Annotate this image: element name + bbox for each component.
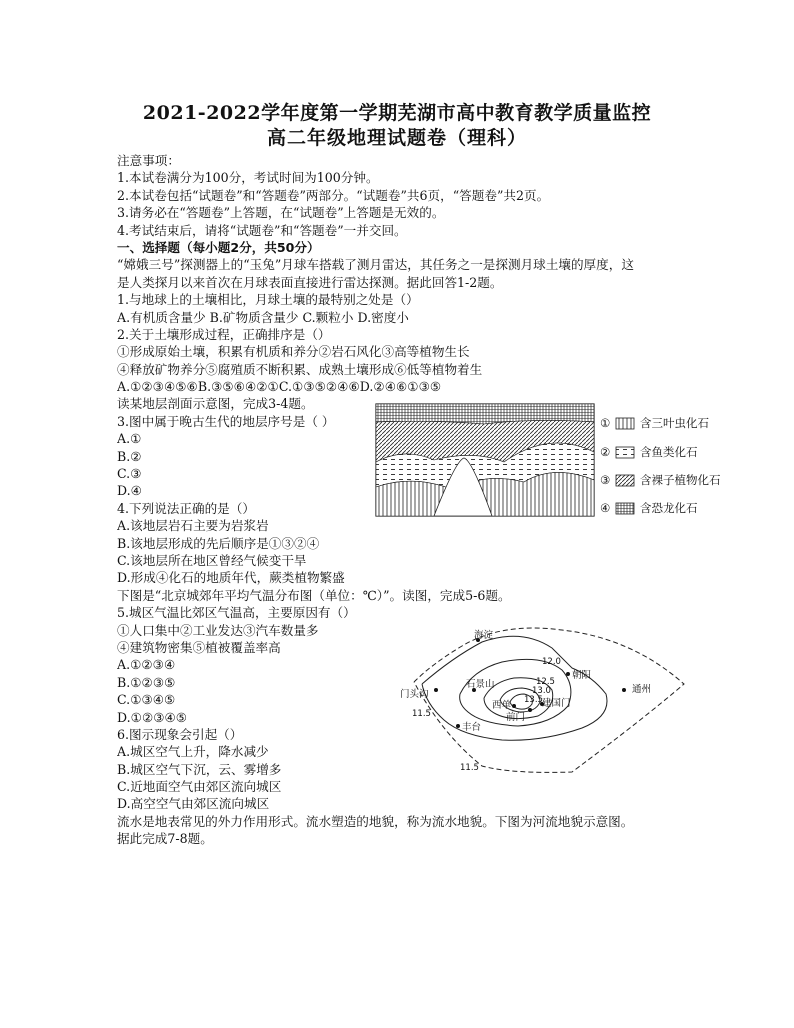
text-line: 2.关于土壤形成过程，正确排序是（） (117, 326, 331, 342)
strata-section-figure (374, 402, 720, 520)
text-line: 3.请务必在“答题卷”上答题，在“试题卷”上答题是无效的。 (117, 205, 445, 221)
text-line: A.该地层岩石主要为岩浆岩 (117, 518, 269, 534)
text-line: 5.城区气温比郊区气温高，主要原因有（） (117, 605, 356, 621)
label-mentougou: 门头沟 (400, 689, 429, 700)
city-dots (434, 638, 626, 728)
text-line: C.③ (117, 466, 142, 482)
label-shijingshan: 石景山 (466, 679, 495, 690)
text-line: 1.本试卷满分为100分，考试时间为100分钟。 (117, 170, 379, 186)
text-line: D.①②③④⑤ (117, 709, 188, 725)
label-12-5: 12.5 (536, 677, 555, 687)
text-line: 下图是“北京城郊年平均气温分布图（单位：℃）”。读图，完成5-6题。 (117, 587, 511, 603)
exam-title-line1: 2021-2022学年度第一学期芜湖市高中教育教学质量监控 (142, 102, 652, 124)
label-13-5: 13.5 (524, 695, 543, 705)
text-line: A.① (117, 431, 142, 447)
label-11-5b: 11.5 (460, 763, 479, 773)
text-line: A.城区空气上升，降水减少 (117, 744, 269, 760)
legend-num-4: ④ (600, 501, 611, 515)
text-line: 4.考试结束后，请将“试题卷”和“答题卷”一并交回。 (117, 222, 407, 238)
label-xidan: 西单 (492, 700, 512, 711)
text-line: ①人口集中②工业发达③汽车数量多 (117, 622, 319, 638)
text-line: “嫦娥三号”探测器上的“玉兔”月球车搭载了测月雷达，其任务之一是探测月球土壤的厚度，这 (117, 257, 634, 273)
label-chaoyang: 朝阳 (572, 670, 592, 681)
legend-text-2: 含鱼类化石 (640, 445, 698, 459)
text-line: B.①②③⑤ (117, 674, 176, 690)
label-qianmen: 前门 (506, 712, 526, 723)
text-line: B.② (117, 448, 142, 464)
text-line: A.有机质含量少 B.矿物质含量少 C.颗粒小 D.密度小 (117, 309, 409, 325)
text-line: 据此完成7-8题。 (117, 831, 213, 847)
label-tongzhou: 通州 (632, 684, 652, 695)
legend-text-3: 含裸子植物化石 (640, 473, 720, 487)
label-11-5a: 11.5 (412, 709, 431, 719)
label-12-0: 12.0 (542, 657, 561, 667)
text-line: C.该地层所在地区曾经气候变干旱 (117, 552, 307, 568)
beijing-temperature-map (392, 624, 692, 774)
text-line: ①形成原始土壤，积累有机质和养分②岩石风化③高等植物生长 (117, 344, 470, 360)
label-jianguomen: 建国门 (542, 698, 571, 709)
text-line: ④建筑物密集⑤植被覆盖率高 (117, 639, 281, 655)
strata-legend (600, 416, 720, 515)
text-line: 4.下列说法正确的是（） (117, 500, 255, 516)
legend-text-4: 含恐龙化石 (640, 501, 698, 515)
exam-title-line2: 高二年级地理试题卷（理科） (266, 127, 527, 149)
text-line: ④释放矿物养分⑤腐殖质不断积累、成熟土壤形成⑥低等植物着生 (117, 361, 483, 377)
text-line: 2.本试卷包括“试题卷”和“答题卷”两部分。“试题卷”共6页，“答题卷”共2页。 (117, 187, 550, 203)
text-line: 6.图示现象会引起（） (117, 726, 243, 742)
text-line: 流水是地表常见的外力作用形式。流水塑造的地貌，称为流水地貌。下图为河流地貌示意图。 (117, 813, 634, 829)
text-line: B.该地层形成的先后顺序是①③②④ (117, 535, 320, 551)
text-line: A.①②③④ (117, 657, 176, 673)
text-line: 1.与地球上的土壤相比，月球土壤的最特别之处是（） (117, 292, 419, 308)
text-line: 读某地层剖面示意图，完成3-4题。 (117, 396, 314, 412)
text-line: 注意事项： (117, 153, 180, 168)
legend-num-1: ① (600, 416, 611, 430)
text-line: C.近地面空气由郊区流向城区 (117, 779, 282, 795)
text-line: 是人类探月以来首次在月球表面直接进行雷达探测。据此回答1-2题。 (117, 274, 503, 290)
text-line: D.形成④化石的地质年代，蕨类植物繁盛 (117, 570, 345, 586)
text-line: A.①②③④⑤⑥B.③⑤⑥④②①C.①③⑤②④⑥D.②④⑥①③⑤ (117, 379, 442, 395)
text-line: 3.图中属于晚古生代的地层序号是（ ） (117, 413, 335, 429)
text-line: C.①③④⑤ (117, 692, 176, 708)
legend-text-1: 含三叶虫化石 (640, 416, 709, 430)
text-line: D.④ (117, 483, 142, 499)
text-line: D.高空空气由郊区流向城区 (117, 796, 270, 812)
label-13-0: 13.0 (532, 686, 551, 696)
text-line: B.城区空气下沉，云、雾增多 (117, 761, 282, 777)
text-line: 一、选择题（每小题2分，共50分） (117, 239, 320, 255)
label-fengtai: 丰台 (462, 722, 482, 733)
legend-num-3: ③ (600, 473, 611, 487)
label-haidian: 海淀 (474, 630, 494, 641)
legend-num-2: ② (600, 445, 611, 459)
